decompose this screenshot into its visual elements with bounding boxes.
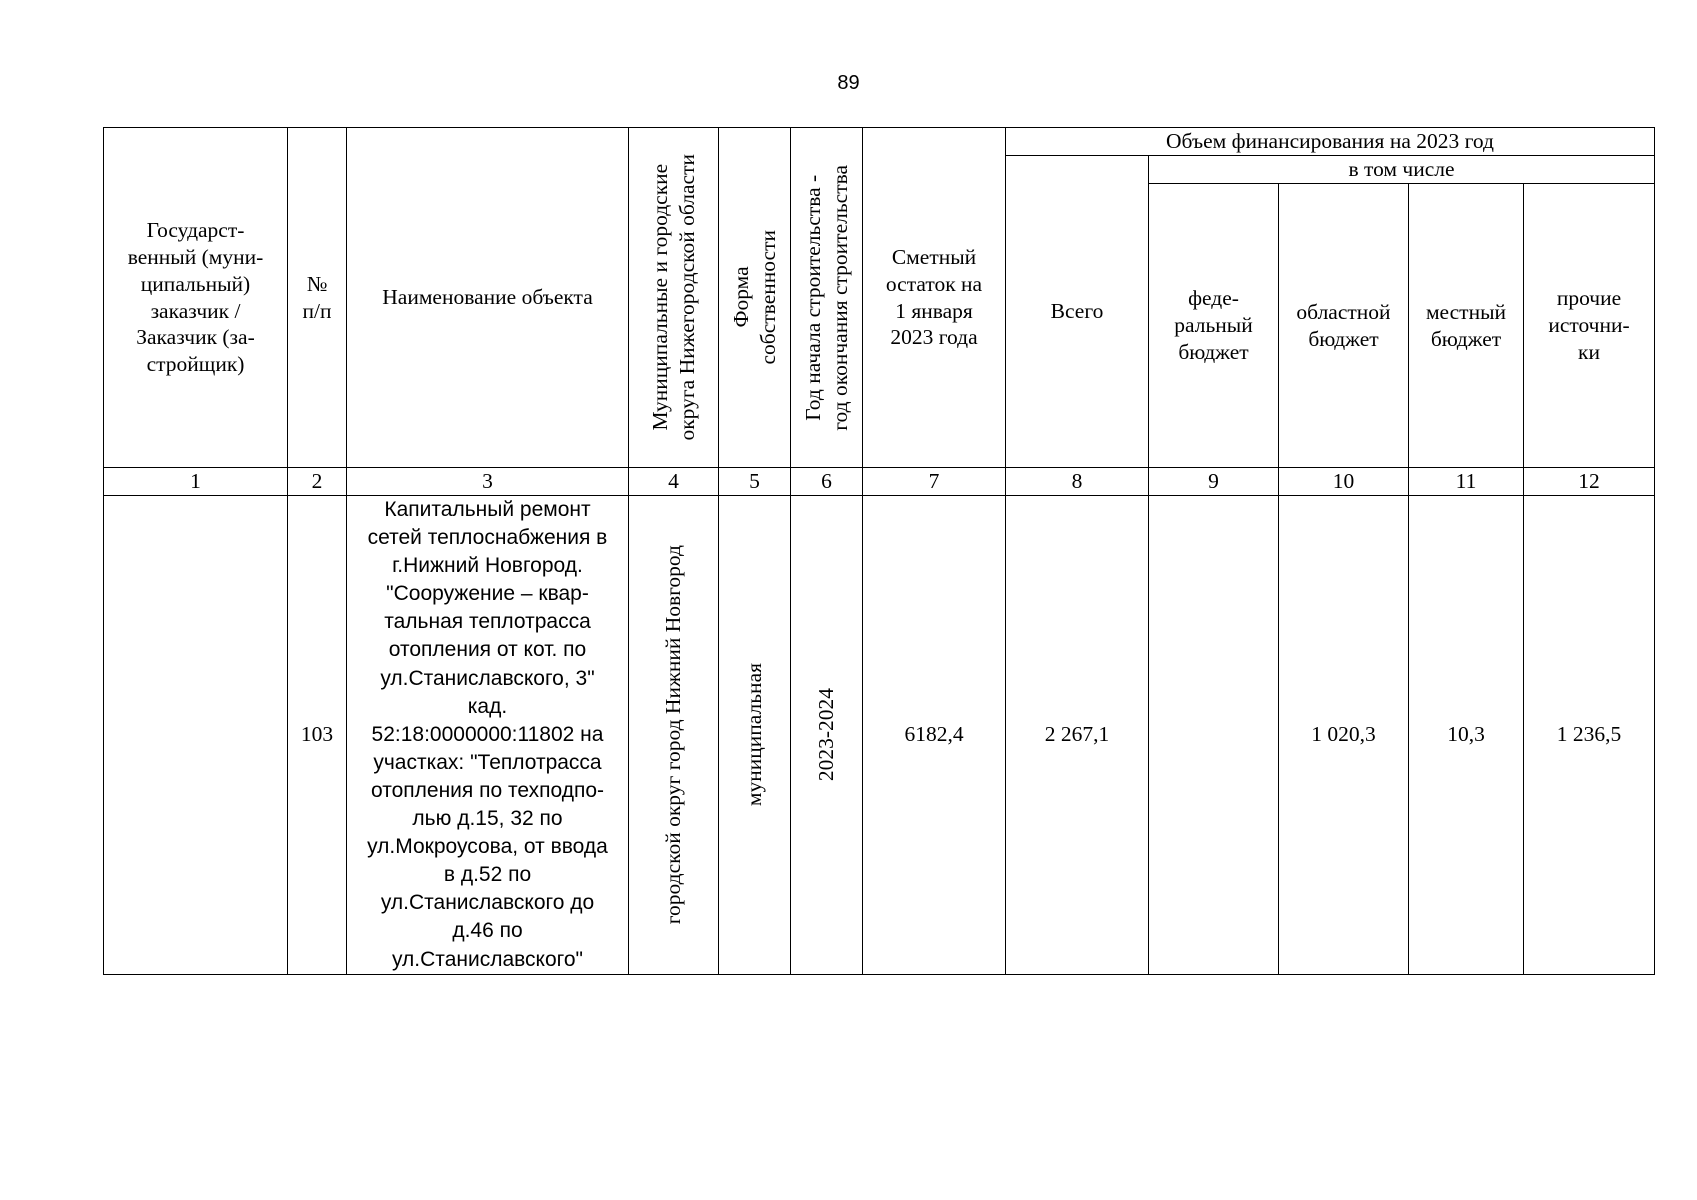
header-funding-group: Объем финансирования на 2023 год — [1006, 128, 1655, 156]
header-including: в том числе — [1149, 156, 1655, 184]
cell-total: 2 267,1 — [1006, 496, 1149, 975]
column-number: 8 — [1006, 468, 1149, 496]
column-number: 3 — [347, 468, 629, 496]
header-other-sources: прочие источни- ки — [1524, 184, 1655, 468]
cell-local-budget: 10,3 — [1409, 496, 1524, 975]
cell-regional-budget: 1 020,3 — [1279, 496, 1409, 975]
header-customer: Государст- венный (муни- ципальный) заказчик / Заказчик (за- стройщик) — [104, 128, 288, 468]
column-number: 4 — [629, 468, 719, 496]
table-row — [104, 496, 1655, 975]
header-total: Всего — [1006, 156, 1149, 468]
financing-table — [103, 127, 1655, 975]
column-number: 9 — [1149, 468, 1279, 496]
column-number-row — [104, 468, 1655, 496]
column-number: 7 — [863, 468, 1006, 496]
cell-other-sources: 1 236,5 — [1524, 496, 1655, 975]
header-federal-budget: феде- ральный бюджет — [1149, 184, 1279, 468]
column-number: 1 — [104, 468, 288, 496]
column-number: 12 — [1524, 468, 1655, 496]
header-regional-budget: областной бюджет — [1279, 184, 1409, 468]
column-number: 6 — [791, 468, 863, 496]
column-number: 10 — [1279, 468, 1409, 496]
cell-row-number: 103 — [288, 496, 347, 975]
header-object-name: Наименование объекта — [347, 128, 629, 468]
header-municipality: Муниципальные и городские округа Нижегородской области — [629, 128, 719, 468]
cell-ownership: муниципальная — [719, 496, 791, 975]
header-local-budget: местный бюджет — [1409, 184, 1524, 468]
header-ownership: Форма собственности — [719, 128, 791, 468]
cell-construction-years: 2023-2024 — [791, 496, 863, 975]
column-number: 5 — [719, 468, 791, 496]
page-number: 89 — [837, 72, 860, 94]
cell-object-name: Капитальный ремонт сетей теплоснабжения в г.Нижний Новгород. "Сооружение – квар- тальная теплотрасса отопления от кот. по ул.Станиславского, 3" кад. 52:18:0000000:11802 на участках: "Теплотрасса отопления по техподпо- лью д.15, 32 по ул.Мокроусова, от ввода в д.52 по ул.Станиславского до д.46 по ул.Станиславского" — [347, 496, 629, 975]
header-row-number: № п/п — [288, 128, 347, 468]
cell-federal-budget — [1149, 496, 1279, 975]
cell-municipality: городской округ город Нижний Новгород — [629, 496, 719, 975]
column-number: 11 — [1409, 468, 1524, 496]
header-construction-years: Год начала строительства - год окончания строительства — [791, 128, 863, 468]
column-number: 2 — [288, 468, 347, 496]
cell-customer — [104, 496, 288, 975]
cell-estimate-balance: 6182,4 — [863, 496, 1006, 975]
header-estimate-balance: Сметный остаток на 1 января 2023 года — [863, 128, 1006, 468]
